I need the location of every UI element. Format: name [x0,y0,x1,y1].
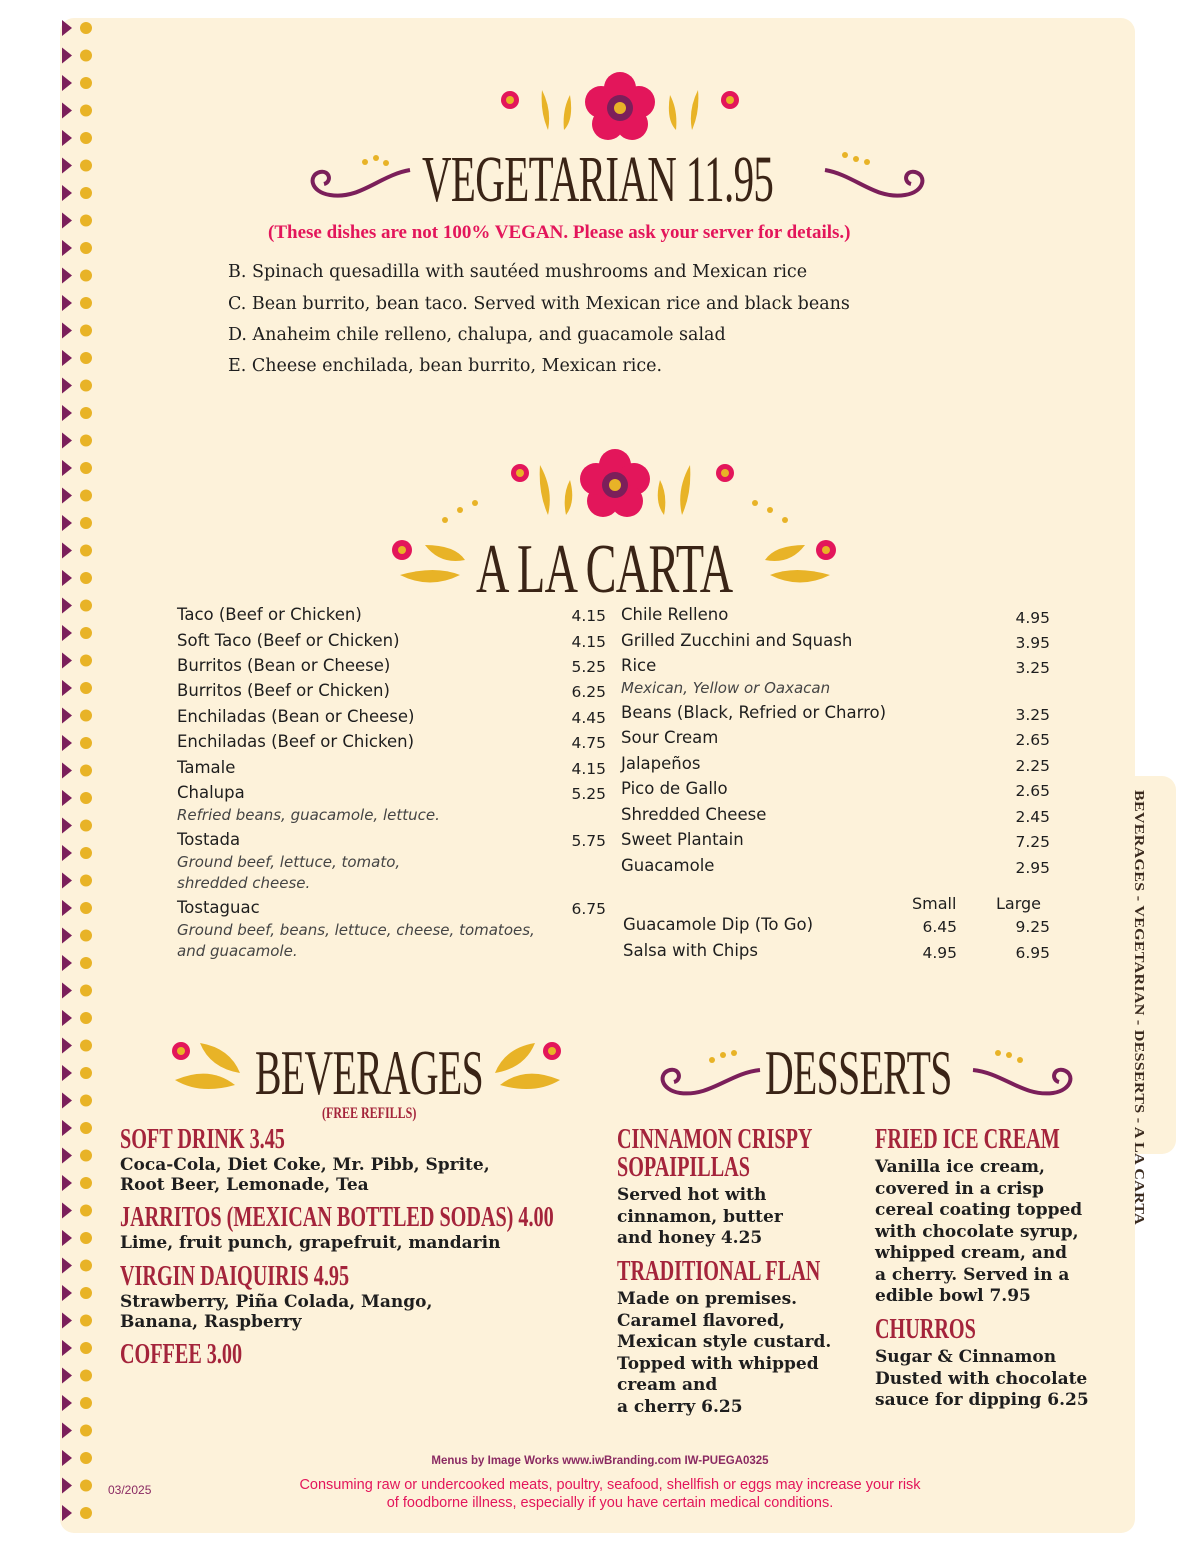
carta-item: Enchiladas (Beef or Chicken) [177,732,415,751]
desserts-title: DESSERTS [765,1037,952,1108]
menu-date: 03/2025 [108,1483,152,1497]
sized-item: Guacamole Dip (To Go) [623,915,814,934]
dessert-heading: SOPAIPILLAS [617,1152,750,1183]
beverage-desc: Root Beer, Lemonade, Tea [120,1175,369,1195]
dessert-desc: whipped cream, and [875,1243,1068,1263]
size-header-large: Large [996,894,1042,913]
beverage-heading: VIRGIN DAIQUIRIS 4.95 [120,1261,350,1292]
dessert-desc: a cherry. Served in a [875,1265,1070,1285]
beverage-desc: Lime, fruit punch, grapefruit, mandarin [120,1233,501,1253]
beverage-heading: COFFEE 3.00 [120,1339,243,1370]
carta-item: Grilled Zucchini and Squash [621,631,853,650]
carta-item: Chalupa [177,783,245,802]
carta-price: 2.65 [1015,731,1050,749]
leaf-ornament-right [490,1035,570,1095]
flower-ornament-top [490,70,750,150]
carta-desc: Mexican, Yellow or Oaxacan [621,679,831,697]
carta-price: 5.75 [571,832,606,850]
carta-item: Sweet Plantain [621,830,744,849]
carta-item: Taco (Beef or Chicken) [177,605,362,624]
beverage-desc: Strawberry, Piña Colada, Mango, [120,1292,433,1312]
carta-item: Sour Cream [621,728,719,747]
dessert-heading: TRADITIONAL FLAN [617,1256,821,1287]
dessert-desc: cinnamon, butter [617,1207,783,1227]
swirl-left-icon [650,1045,765,1105]
carta-price: 7.25 [1015,833,1050,851]
carta-item: Beans (Black, Refried or Charro) [621,703,887,722]
dessert-desc: Sugar & Cinnamon [875,1347,1057,1367]
carta-price: 4.75 [571,734,606,752]
beverage-desc: Coca-Cola, Diet Coke, Mr. Pibb, Sprite, [120,1155,490,1175]
carta-price: 4.15 [571,633,606,651]
carta-desc: Ground beef, lettuce, tomato, [177,853,401,871]
carta-item: Soft Taco (Beef or Chicken) [177,631,400,650]
dessert-heading: CHURROS [875,1314,976,1345]
carta-item: Tamale [177,758,236,777]
dessert-desc: cream and [617,1375,718,1395]
carta-item: Enchiladas (Bean or Cheese) [177,707,415,726]
carta-item: Shredded Cheese [621,805,767,824]
carta-desc: and guacamole. [177,942,298,960]
dessert-desc: Topped with whipped [617,1354,819,1374]
carta-price: 4.15 [571,760,606,778]
carta-price: 3.25 [1015,706,1050,724]
carta-price: 5.25 [571,785,606,803]
carta-price: 6.75 [571,900,606,918]
carta-price: 6.25 [571,683,606,701]
carta-item: Guacamole [621,856,715,875]
dessert-desc: Dusted with chocolate [875,1369,1088,1389]
carta-item: Pico de Gallo [621,779,728,798]
vegetarian-item: C. Bean burrito, bean taco. Served with Mexican rice and black beans [228,294,850,314]
beverage-heading: JARRITOS (MEXICAN BOTTLED SODAS) 4.00 [120,1202,554,1233]
carta-price: 2.65 [1015,782,1050,800]
carta-item: Jalapeños [621,754,701,773]
swirl-left-icon [300,150,420,210]
footer-warning [0,1476,1200,1512]
carta-item: Tostada [177,830,241,849]
carta-price: 5.25 [571,658,606,676]
price-large: 9.25 [1015,918,1050,936]
vegetarian-note: (These dishes are not 100% VEGAN. Please ask your server for details.) [268,222,851,243]
beverages-subtitle: (FREE REFILLS) [322,1105,417,1122]
price-large: 6.95 [1015,944,1050,962]
footer-warning-line: of foodborne illness, especially if you have certain medical conditions. [386,1495,834,1511]
dessert-desc: Mexican style custard. [617,1332,832,1352]
carta-desc: Ground beef, beans, lettuce, cheese, tomatoes, [177,921,535,939]
dessert-desc: with chocolate syrup, [875,1222,1079,1242]
carta-item: Rice [621,656,657,675]
carta-price: 4.15 [571,607,606,625]
beverage-desc: Banana, Raspberry [120,1312,302,1332]
dessert-desc: and honey 4.25 [617,1228,763,1248]
dessert-desc: a cherry 6.25 [617,1397,743,1417]
side-tab-label[interactable]: BEVERAGES - VEGETARIAN - DESSERTS - A LA CARTA [1131,790,1146,1225]
dessert-desc: edible bowl 7.95 [875,1286,1031,1306]
dessert-desc: sauce for dipping 6.25 [875,1390,1089,1410]
carta-price: 3.95 [1015,634,1050,652]
carta-price: 4.45 [571,709,606,727]
carta-price: 2.45 [1015,808,1050,826]
dessert-heading: CINNAMON CRISPY [617,1124,813,1155]
carta-desc: Refried beans, guacamole, lettuce. [177,806,440,824]
dessert-desc: Made on premises. [617,1289,798,1309]
vegetarian-item: E. Cheese enchilada, bean burrito, Mexican rice. [228,356,663,376]
size-header-small: Small [912,894,957,913]
price-small: 4.95 [922,944,957,962]
carta-price: 3.25 [1015,659,1050,677]
vegetarian-item: B. Spinach quesadilla with sautéed mushrooms and Mexican rice [228,262,808,282]
carta-price: 2.95 [1015,859,1050,877]
dessert-desc: cereal coating topped [875,1200,1083,1220]
dessert-desc: Caramel flavored, [617,1311,785,1331]
vegetarian-title: VEGETARIAN 11.95 [422,143,774,216]
footer-credit: Menus by Image Works www.iwBranding.com IW-PUEGA0325 [431,1455,769,1467]
carta-item: Tostaguac [177,898,260,917]
dessert-desc: covered in a crisp [875,1179,1044,1199]
a-la-carta-title: A LA CARTA [476,531,733,608]
beverages-title: BEVERAGES [255,1037,484,1108]
beverage-heading: SOFT DRINK 3.45 [120,1124,285,1155]
carta-item: Chile Relleno [621,605,729,624]
leaf-ornament-left [165,1035,245,1095]
sized-item: Salsa with Chips [623,941,759,960]
carta-item: Burritos (Bean or Cheese) [177,656,391,675]
dessert-desc: Vanilla ice cream, [875,1157,1045,1177]
carta-item: Burritos (Beef or Chicken) [177,681,390,700]
dessert-heading: FRIED ICE CREAM [875,1124,1060,1155]
border-decoration [60,18,100,1533]
price-small: 6.45 [922,918,957,936]
vegetarian-item: D. Anaheim chile relleno, chalupa, and guacamole salad [228,325,726,345]
swirl-right-icon [815,150,935,210]
dessert-desc: Served hot with [617,1185,767,1205]
carta-desc: shredded cheese. [177,874,311,892]
carta-price: 4.95 [1015,609,1050,627]
swirl-right-icon [968,1045,1083,1105]
carta-price: 2.25 [1015,757,1050,775]
footer-warning-line: Consuming raw or undercooked meats, poultry, seafood, shellfish or eggs may increase your risk [299,1477,921,1493]
